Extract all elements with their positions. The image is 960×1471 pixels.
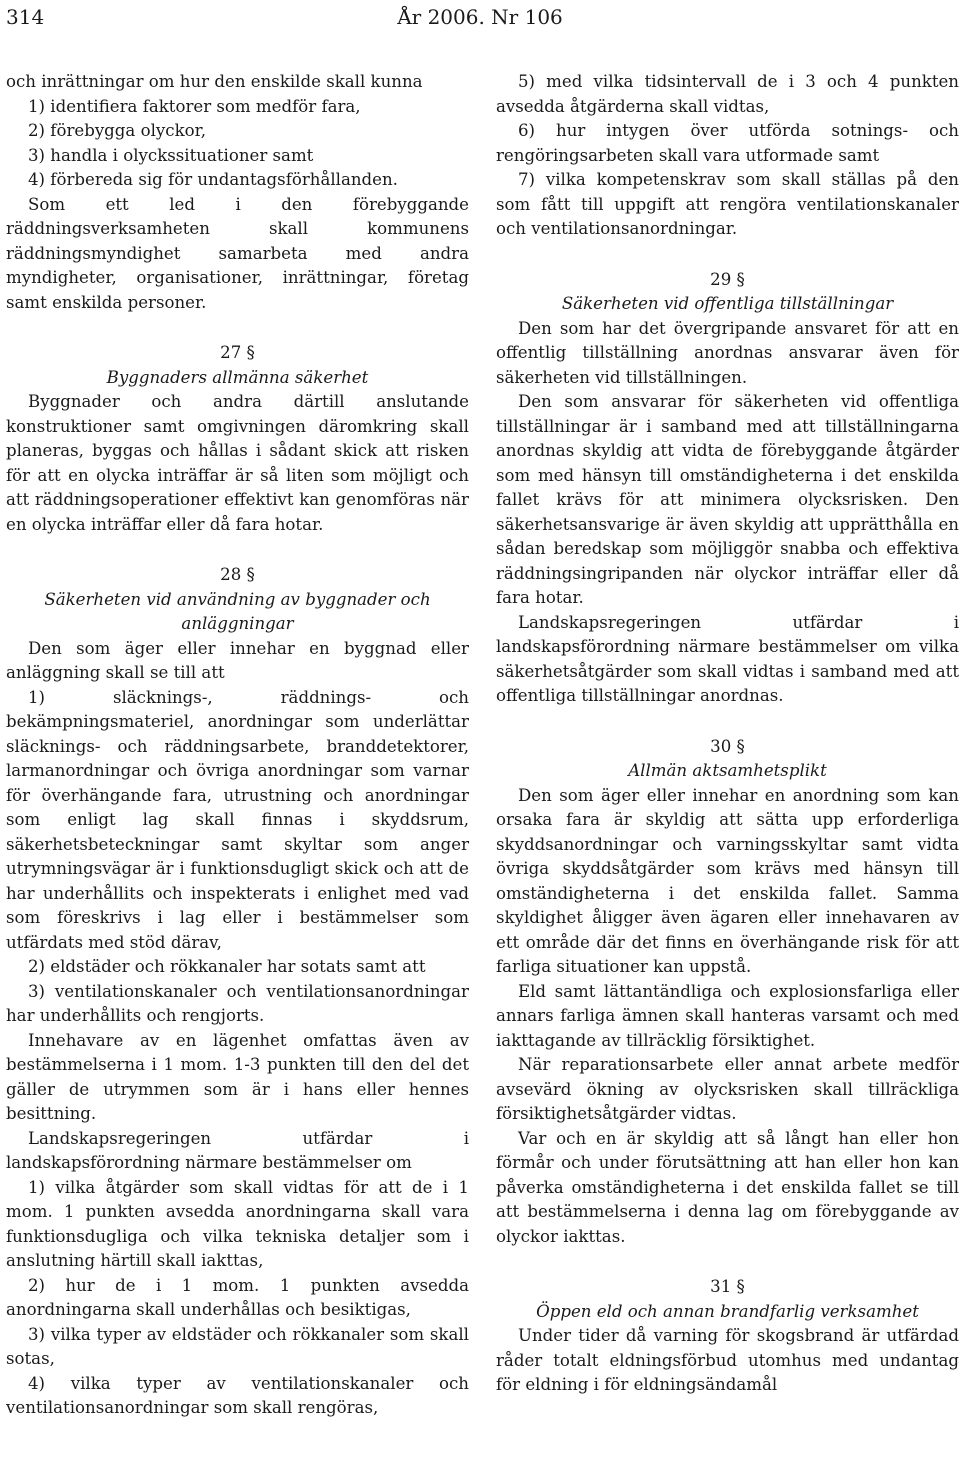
list-item: 6) hur intygen över utförda sotnings- och rengöringsarbeten skall vara utformade samt <box>496 121 959 165</box>
list-item: 7) vilka kompetenskrav som skall ställas på den som fått till uppgift att rengöra ventilationskanaler och ventilationsanordningar. <box>496 170 959 238</box>
paragraph: När reparationsarbete eller annat arbete medför avsevärd ökning av olycksrisken skall tillräckliga försiktighetsåtgärder vidtas. <box>496 1055 959 1123</box>
paragraph: Den som ansvarar för säkerheten vid offentliga tillställningar är i samband med att tillställningarna anordnas skyldig att vidta de förebyggande åtgärder som med hänsyn till omständigheterna i det enskilda fallet krävs för att minimera olycksrisken. Den säkerhetsansvarige är även skyldig att upprätthålla en sådan beredskap som möjliggör snabba och effektiva räddningsingripanden när olyckor inträffar eller då fara hotar. <box>496 392 959 607</box>
list-item: 3) ventilationskanaler och ventilationsanordningar har underhållits och rengjorts. <box>6 981 469 1025</box>
list-item: 3) vilka typer av eldstäder och rökkanaler som skall sotas, <box>6 1324 469 1368</box>
list-item: 5) med vilka tidsintervall de i 3 och 4 punkten avsedda åtgärderna skall vidtas, <box>496 72 959 116</box>
list-item: 1) identifiera faktorer som medför fara, <box>28 96 361 116</box>
list-item: 4) vilka typer av ventilationskanaler och ventilationsanordningar som skall rengöras, <box>6 1373 469 1417</box>
section-27-heading <box>6 341 469 390</box>
section-29-heading <box>496 268 959 317</box>
paragraph: Byggnader och andra därtill anslutande konstruktioner samt omgivningen däromkring skall planeras, byggas och hållas i sådant skick att risken för att en olycka inträffar är så liten som möjligt och att räddningsoperationer effektivt kan genomföras när en olycka inträffar eller då fara hotar. <box>6 392 469 534</box>
paragraph: Landskapsregeringen utfärdar i landskapsförordning närmare bestämmelser om vilka säkerhetsåtgärder som skall vidtas i samband med att offentliga tillställningar anordnas. <box>496 612 959 705</box>
paragraph: Den som äger eller innehar en byggnad eller anläggning skall se till att <box>6 638 469 682</box>
section-30-heading <box>496 735 959 784</box>
section-title: Säkerheten vid offentliga tillställningar <box>561 294 894 313</box>
list-item: 1) vilka åtgärder som skall vidtas för att de i 1 mom. 1 punkten avsedda anordningarna skall vara funktionsdugliga och vilka tekniska detaljer som i anslutning härtill skall iakttas, <box>6 1177 469 1270</box>
paragraph: Under tider då varning för skogsbrand är utfärdad råder totalt eldningsförbud utomhus med undantag för eldning i för eldningsändamål <box>496 1326 959 1394</box>
section-28-heading <box>6 563 469 637</box>
section-number: 28 § <box>220 565 255 584</box>
section-title: Säkerheten vid användning av byggnader och anläggningar <box>44 589 431 633</box>
section-number: 27 § <box>220 343 255 362</box>
paragraph: Innehavare av en lägenhet omfattas även av bestämmelserna i 1 mom. 1-3 punkten till den del det gäller de utrymmen som är i hans eller hennes besittning. <box>6 1030 469 1123</box>
publication-year-number: År 2006. Nr 106 <box>397 5 563 29</box>
paragraph: Den som har det övergripande ansvaret för att en offentlig tillställning anordnas ansvarar även för säkerheten vid tillställningen. <box>496 318 959 387</box>
section-31-heading <box>496 1275 959 1324</box>
section-title: Allmän aktsamhetsplikt <box>628 761 827 780</box>
paragraph: Den som äger eller innehar en anordning som kan orsaka fara är skyldig att sätta upp erforderliga skyddsanordningar och varningsskyltar samt vidta övriga skyddsåtgärder som krävs med hänsyn till omständigheterna i det enskilda fallet. Samma skyldighet åligger även ägaren eller innehavaren av ett område där det finns en överhängande risk för att farliga situationer kan uppstå. <box>496 785 959 976</box>
page-header <box>6 4 954 34</box>
section-title: Byggnaders allmänna säkerhet <box>106 367 369 387</box>
list-item: 3) handla i olyckssituationer samt <box>28 145 314 165</box>
left-column <box>6 70 469 1421</box>
paragraph: och inrättningar om hur den enskilde skall kunna <box>6 72 423 91</box>
section-number: 30 § <box>710 736 745 756</box>
page-number: 314 <box>6 5 45 29</box>
list-item: 4) förbereda sig för undantagsförhållanden. <box>28 170 398 189</box>
paragraph: Eld samt lättantändliga och explosionsfarliga eller annars farliga ämnen skall hanteras varsamt och med iakttagande av tillräcklig försiktighet. <box>496 981 959 1050</box>
section-number: 29 § <box>710 269 745 289</box>
paragraph: Landskapsregeringen utfärdar i landskapsförordning närmare bestämmelser om <box>6 1128 469 1172</box>
list-item: 2) hur de i 1 mom. 1 punkten avsedda anordningarna skall underhållas och besiktigas, <box>6 1275 469 1319</box>
paragraph: Som ett led i den förebyggande räddningsverksamheten skall kommunens räddningsmyndighet samarbeta med andra myndigheter, organisationer, inrättningar, företag samt enskilda personer. <box>6 194 469 312</box>
section-number: 31 § <box>710 1277 745 1296</box>
paragraph: Var och en är skyldig att så långt han eller hon förmår och under förutsättning att han eller hon kan påverka omständigheterna i det enskilda fallet se till att bestämmelserna i denna lag om förebyggande av olyckor iakttas. <box>496 1128 959 1246</box>
right-column <box>496 70 959 1398</box>
list-item: 2) eldstäder och rökkanaler har sotats samt att <box>28 957 426 976</box>
list-item: 1) släcknings-, räddnings- och bekämpningsmateriel, anordningar som underlättar släcknings- och räddningsarbete, branddetektorer, larmanordningar och övriga anordningar som varnar för överhängande fara, utrustning och anordningar som enligt lag skall finnas i skyddsrum, säkerhetsbeteckningar samt skyltar som anger utrymningsvägar är i funktionsdugligt skick och att de har underhållits och inspekterats i enlighet med vad som föreskrivs i lag eller i bestämmelser som utfärdats med stöd därav, <box>6 687 469 952</box>
section-title: Öppen eld och annan brandfarlig verksamhet <box>536 1301 919 1321</box>
list-item: 2) förebygga olyckor, <box>28 121 206 140</box>
